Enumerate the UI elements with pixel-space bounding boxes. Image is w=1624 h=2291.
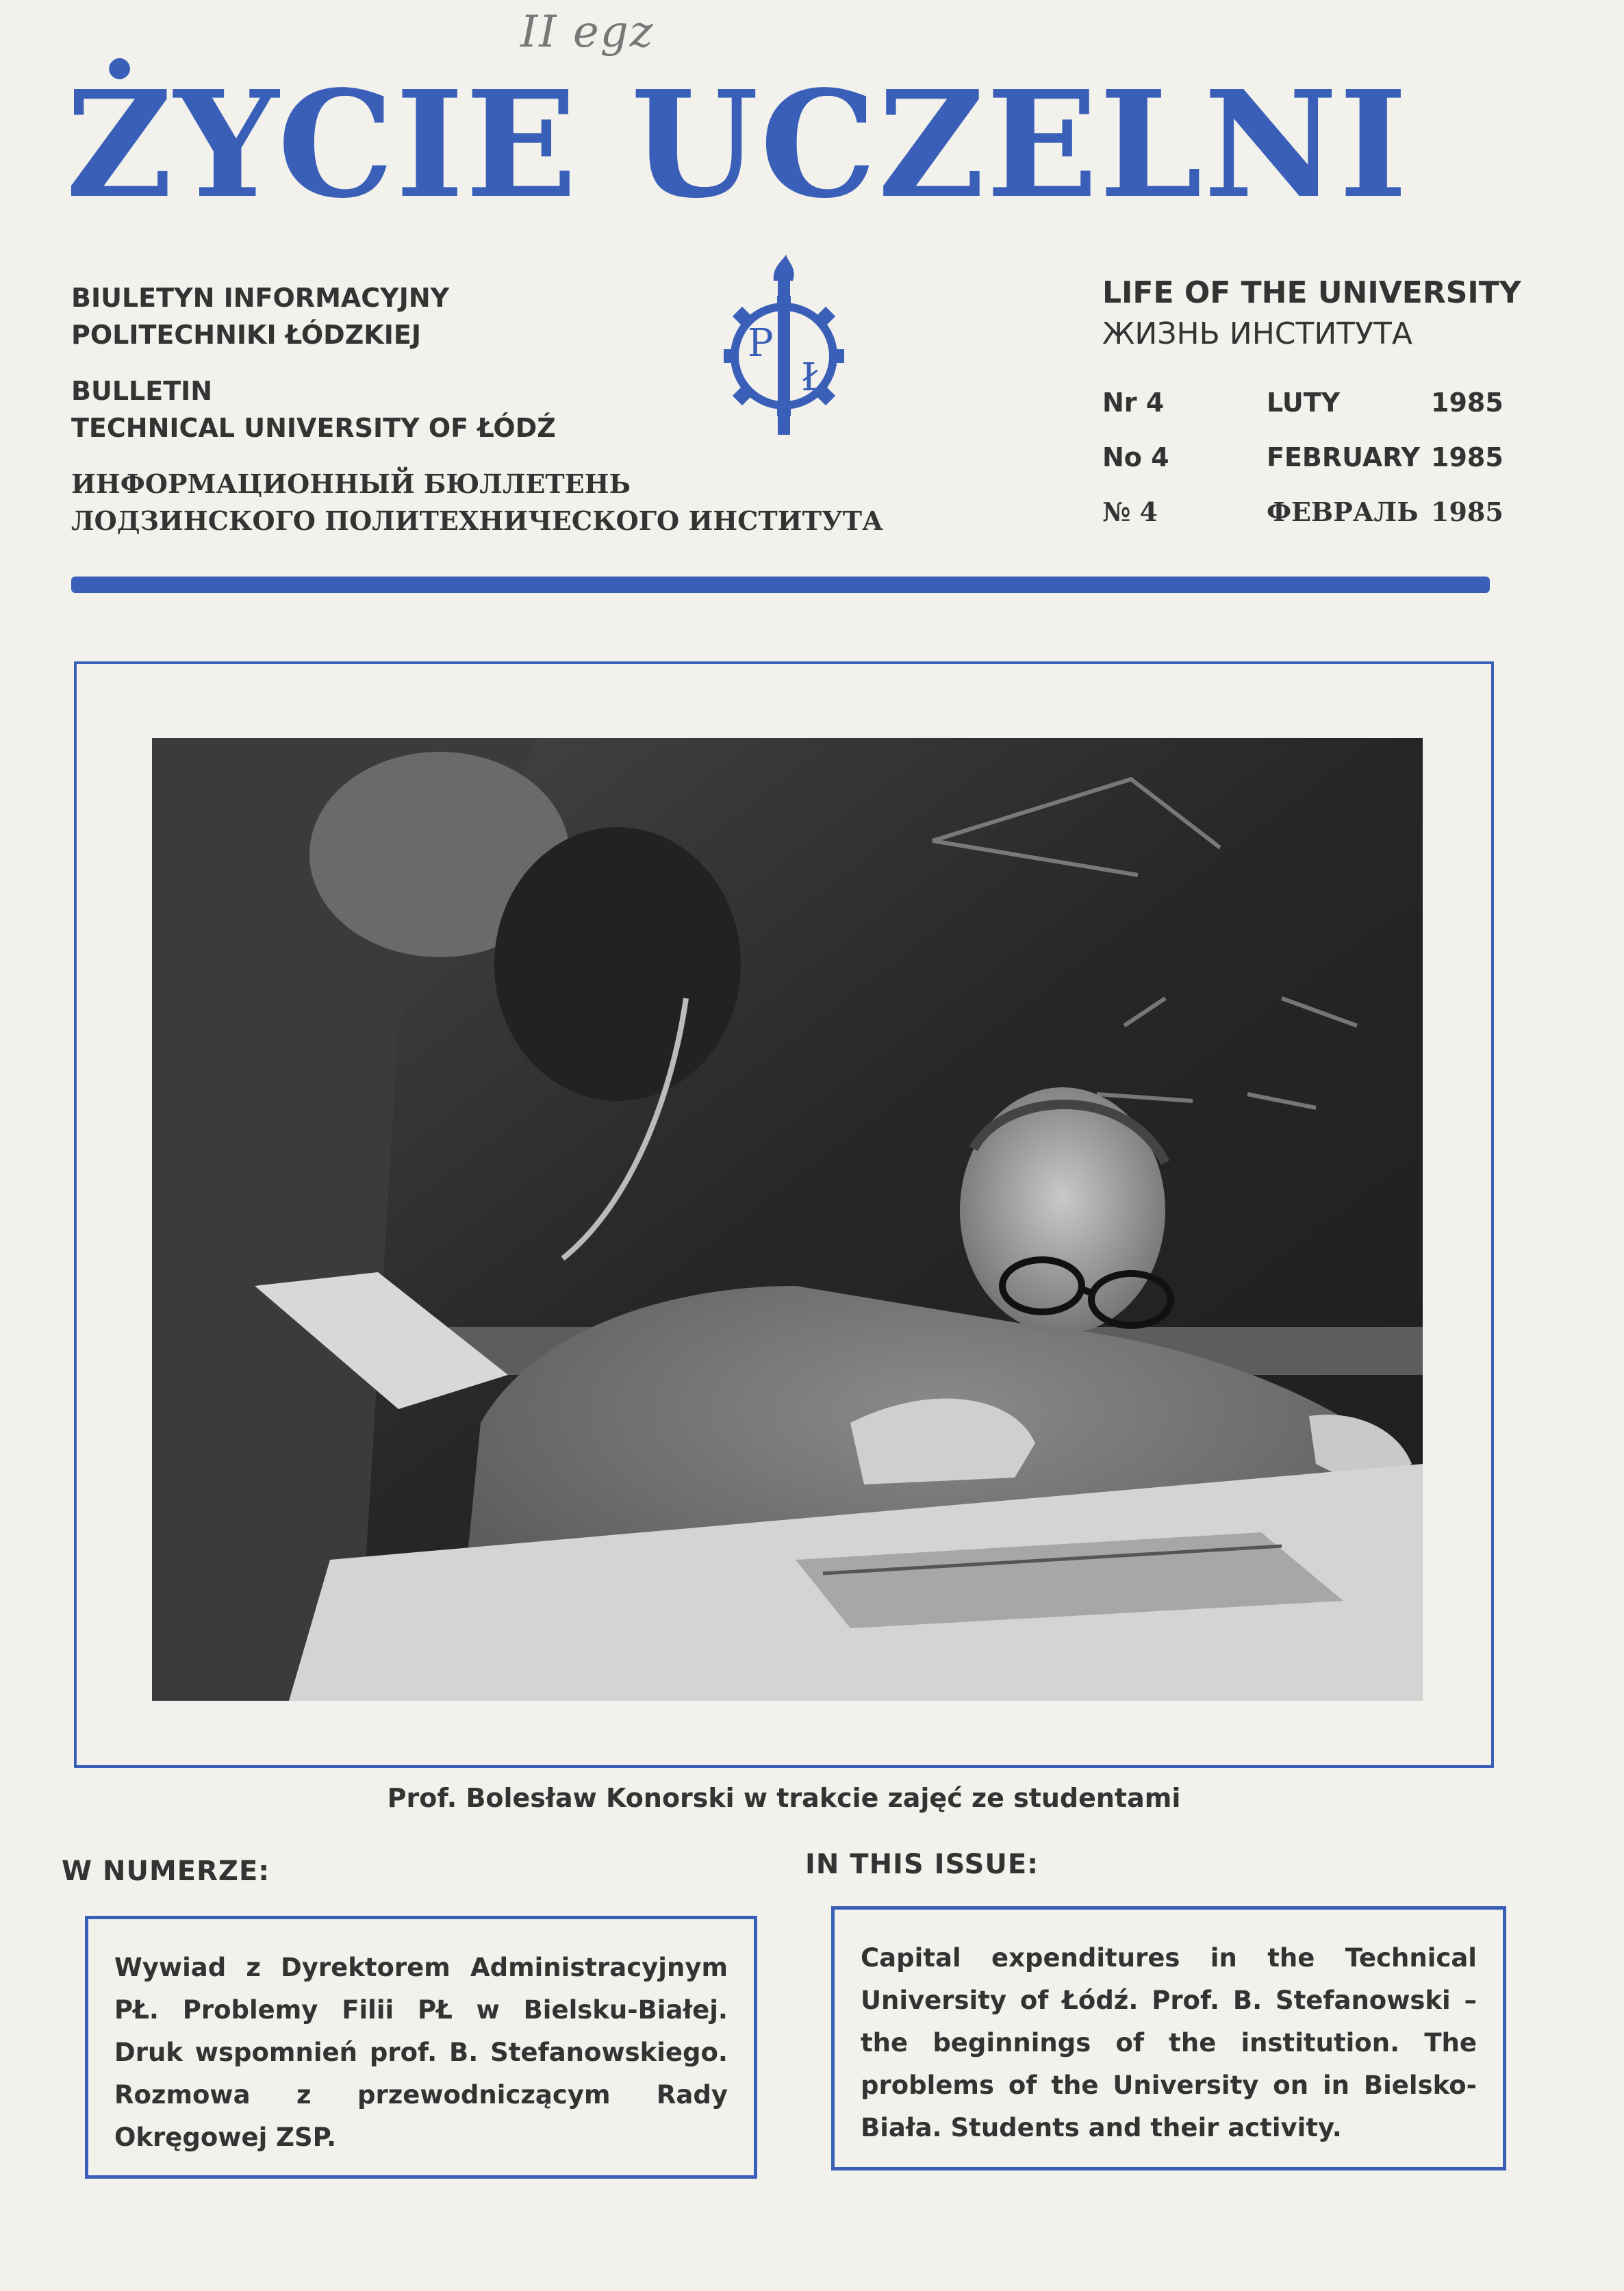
issue-year: 1985 [1431, 442, 1504, 472]
contents-text: Capital expenditures in the Technical University of Łódź. Prof. B. Stefanowski – the beginnings of the institution. The problems of the University on in Bielsko-Biała. Students and their activity. [861, 1943, 1477, 2142]
issue-number: No 4 [1102, 442, 1169, 472]
publisher-line: ЛОДЗИНСКОГО ПОЛИТЕХНИЧЕСКОГО ИНСТИТУТА [71, 505, 883, 536]
publisher-info-russian [71, 466, 920, 540]
publisher-line: BULLETIN [71, 376, 213, 406]
svg-text:Ł: Ł [801, 355, 827, 400]
subtitle-english: LIFE OF THE UNIVERSITY [1102, 275, 1521, 310]
subtitle-russian: ЖИЗНЬ ИНСТИТУТА [1102, 316, 1412, 351]
issue-row-russian [1102, 485, 1504, 540]
contents-heading-english: IN THIS ISSUE: [805, 1849, 1039, 1880]
publisher-line: ИНФОРМАЦИОННЫЙ БЮЛЛЕТЕНЬ [71, 468, 631, 499]
issue-year: 1985 [1431, 496, 1504, 527]
issue-row-polish [1102, 375, 1504, 430]
issue-info [1102, 273, 1521, 540]
issue-number: Nr 4 [1102, 388, 1165, 418]
publisher-line: BIULETYN INFORMACYJNY [71, 283, 450, 313]
issue-month: FEBRUARY [1267, 442, 1420, 472]
contents-box-polish [85, 1916, 757, 2179]
svg-text:P: P [748, 321, 774, 366]
publisher-line: TECHNICAL UNIVERSITY OF ŁÓDŹ [71, 413, 556, 443]
issue-row-english [1102, 430, 1504, 485]
contents-text: Wywiad z Dyrektorem Administracyjnym PŁ. Problemy Filii PŁ w Bielsku-Białej. Druk wspomnień prof. B. Stefanowskiego. Rozmowa z przewodniczącym Rady Okręgowej ZSP. [114, 1953, 728, 2152]
issue-month: LUTY [1267, 388, 1341, 418]
handwritten-note: II egz [520, 7, 655, 58]
header-divider [71, 577, 1490, 593]
contents-heading-polish: W NUMERZE: [62, 1856, 270, 1887]
cover-photo [152, 738, 1423, 1701]
photo-caption: Prof. Bolesław Konorski w trakcie zajęć ze studentami [387, 1783, 1181, 1813]
publisher-line: POLITECHNIKI ŁÓDZKIEJ [71, 320, 421, 350]
pl-university-emblem-icon [705, 253, 863, 445]
issue-month: ФЕВРАЛЬ [1267, 496, 1419, 527]
masthead-title: ŻYCIE UCZELNI [66, 59, 1409, 231]
issue-year: 1985 [1431, 388, 1504, 418]
contents-box-english [831, 1906, 1506, 2170]
issue-number: № 4 [1102, 496, 1158, 527]
